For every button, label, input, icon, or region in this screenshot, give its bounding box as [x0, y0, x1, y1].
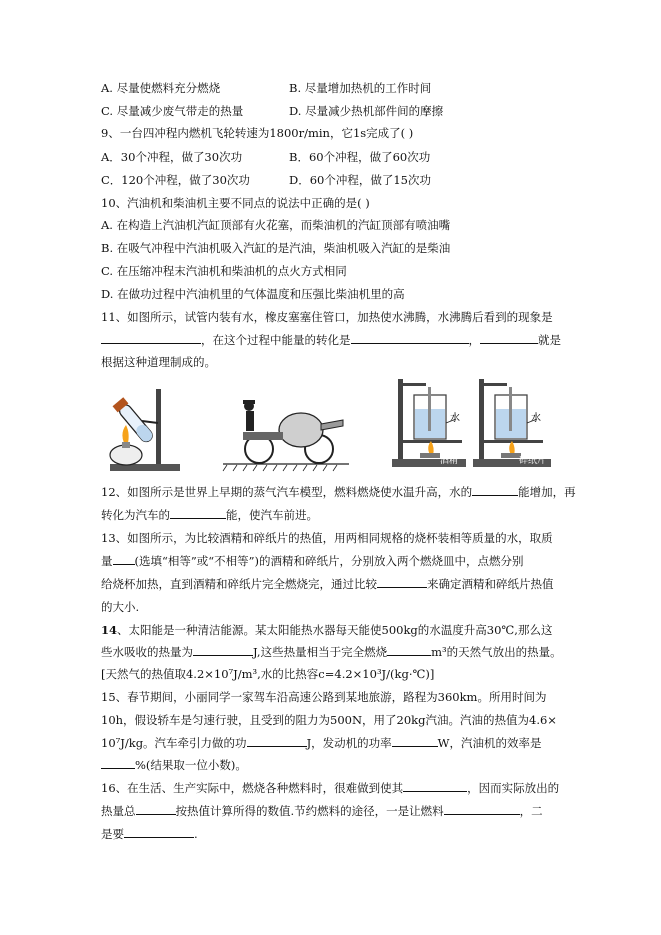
- q15-text-a: 10⁷J/kg。汽车牵引力做的功: [101, 736, 247, 750]
- stand-rod: [479, 379, 484, 461]
- driver-body: [246, 411, 254, 431]
- q10-option-a: A. 在构造上汽油机汽缸顶部有火花塞，而柴油机的汽缸顶部有喷油嘴: [101, 218, 451, 232]
- steam-pipe: [321, 420, 343, 430]
- q11-line1: 11、如图所示，试管内装有水，橡皮塞塞住管口，加热使水沸腾，水沸腾后看到的现象是: [101, 310, 553, 324]
- alcohol-beaker-figure: [390, 375, 470, 475]
- stand-base: [110, 464, 180, 471]
- q8-option-b: B. 尽量增加热机的工作时间: [289, 81, 432, 95]
- flame-icon: [122, 425, 128, 443]
- q9-stem: 9、一台四冲程内燃机飞轮转速为1800r/min，它1s完成了( ): [101, 126, 414, 140]
- q15-blank-3[interactable]: [101, 757, 135, 769]
- q16-line2: [101, 803, 543, 819]
- burner-dish: [501, 453, 521, 458]
- q12-line1: [101, 484, 576, 500]
- burner-dish: [420, 453, 440, 458]
- q16-text-e: ，二: [519, 804, 543, 818]
- q12-line2: [101, 507, 318, 523]
- q16-line1: [101, 780, 559, 796]
- water-label: 水: [531, 413, 541, 424]
- q15-blank-2[interactable]: [392, 735, 438, 747]
- q9-option-b: B．60个冲程，做了60次功: [289, 150, 431, 164]
- q12-text-d: 能，使汽车前进。: [226, 508, 318, 522]
- q11-text-b: ，: [468, 333, 480, 347]
- q16-blank-1[interactable]: [403, 780, 467, 792]
- q8-option-c: C. 尽量减少废气带走的热量: [101, 104, 244, 118]
- clamp-arm: [479, 383, 507, 386]
- q13-text-c: 给烧杯加热，直到酒精和碎纸片完全燃烧完，通过比较: [101, 577, 377, 591]
- q10-stem: 10、汽油机和柴油机主要不同点的说法中正确的是( ): [101, 196, 370, 210]
- lamp-wick: [122, 442, 130, 448]
- thermometer: [428, 387, 431, 431]
- flame-icon: [428, 441, 433, 455]
- q12-text-c: 转化为汽车的: [101, 508, 170, 522]
- q9-option-a: A．30个冲程，做了30次功: [101, 150, 243, 164]
- stand-rod: [156, 389, 161, 465]
- q13-line1: 13、如图所示，为比较酒精和碎纸片的热值，用两相同规格的烧杯装相等质量的水，取质: [101, 531, 553, 545]
- q16-blank-4[interactable]: [124, 826, 194, 838]
- q14-blank-2[interactable]: [387, 644, 431, 656]
- q8-option-a: A. 尽量使燃料充分燃烧: [101, 81, 221, 95]
- q11-line3: 根据这种道理制成的。: [101, 355, 216, 369]
- steam-car-figure: [219, 392, 351, 474]
- q11-blank-1[interactable]: [101, 332, 201, 344]
- q13-line4: 的大小.: [101, 600, 140, 614]
- water-label: 水: [450, 413, 460, 424]
- q14-line2: [101, 644, 562, 660]
- q12-text-a: 12、如图所示是世界上早期的蒸气汽车模型，燃料燃烧使水温升高，水的: [101, 485, 473, 499]
- q8-option-d: D. 尽量减少热机部件间的摩擦: [289, 104, 444, 118]
- q14-line1: [101, 622, 552, 638]
- q14-line3: [天然气的热值取4.2×10⁷J/m³,水的比热容c=4.2×10³J/(kg·℃)]: [101, 667, 435, 681]
- q16-text-b: ，因而实际放出的: [467, 781, 560, 795]
- q12-blank-2[interactable]: [170, 507, 226, 519]
- q16-line3: [101, 826, 198, 842]
- q13-text-d: 来确定酒精和碎纸片热值: [427, 577, 554, 591]
- q13-line2: [101, 553, 524, 569]
- q15-line3: [101, 735, 542, 751]
- q11-text-a: ，在这个过程中能量的转化是: [201, 333, 351, 347]
- q16-blank-3[interactable]: [444, 803, 520, 815]
- q10-option-d: D. 在做功过程中汽油机里的气体温度和压强比柴油机里的高: [101, 287, 405, 301]
- q13-text-a: 量: [101, 554, 113, 568]
- q16-text-d: 按热值计算所得的数值.节约燃料的途径，一是让燃料: [175, 804, 444, 818]
- ground-hatch: [223, 465, 337, 471]
- q11-line2: [101, 332, 561, 348]
- q9-option-c: C．120个冲程，做了30次功: [101, 173, 250, 187]
- q14-blank-1[interactable]: [193, 644, 253, 656]
- q13-blank-1[interactable]: [113, 553, 135, 565]
- test-tube-figure: [100, 385, 192, 475]
- q14-text-b: 些水吸收的热量为: [101, 645, 193, 659]
- q16-text-a: 16、在生活、生产实际中，燃烧各种燃料时，很难做到使其: [101, 781, 404, 795]
- q16-text-g: .: [194, 827, 198, 841]
- q11-blank-3[interactable]: [480, 332, 538, 344]
- q14-text-c: J,这些热量相当于完全燃烧: [253, 645, 388, 659]
- q12-blank-1[interactable]: [472, 484, 518, 496]
- q15-line4: [101, 757, 247, 773]
- clamp-arm: [398, 383, 426, 386]
- flame-icon: [509, 441, 514, 455]
- thermometer: [509, 387, 512, 431]
- q14-number: 14: [101, 623, 118, 637]
- q11-blank-2[interactable]: [351, 332, 469, 344]
- q12-text-b: 能增加，再: [518, 485, 576, 499]
- boiler: [279, 413, 323, 447]
- q13-blank-2[interactable]: [377, 576, 427, 588]
- q11-text-c: 就是: [538, 333, 561, 347]
- q15-text-d: %(结果取一位小数)。: [135, 758, 247, 772]
- q10-option-b: B. 在吸气冲程中汽油机吸入汽缸的是汽油，柴油机吸入汽缸的是柴油: [101, 241, 451, 255]
- car-frame: [243, 432, 283, 440]
- q14-text-d: m³的天然气放出的热量。: [431, 645, 562, 659]
- q16-text-f: 是要: [101, 827, 124, 841]
- q15-line2: 10h，假设轿车是匀速行驶，且受到的阻力为500N，用了20kg汽油。汽油的热值为4.6×: [101, 713, 557, 727]
- q15-text-b: J，发动机的功率: [306, 736, 392, 750]
- q14-text-a: 、太阳能是一种清洁能源。某太阳能热水器每天能使500kg的水温度升高30℃,那么这: [117, 623, 553, 637]
- q16-text-c: 热量总: [101, 804, 136, 818]
- paper-label: 碎纸片: [519, 456, 547, 466]
- q9-option-d: D．60个冲程，做了15次功: [289, 173, 431, 187]
- clamp-arm: [142, 421, 158, 423]
- q10-option-c: C. 在压缩冲程末汽油机和柴油机的点火方式相同: [101, 264, 347, 278]
- q13-text-b: (选填“相等”或“不相等”)的酒精和碎纸片，分别放入两个燃烧皿中，点燃分别: [134, 554, 524, 568]
- paper-beaker-figure: [471, 375, 557, 475]
- stand-rod: [398, 379, 403, 461]
- q13-line3: [101, 576, 554, 592]
- q16-blank-2[interactable]: [136, 803, 176, 815]
- q15-line1: 15、春节期间，小丽同学一家驾车沿高速公路到某地旅游，路程为360km。所用时间为: [101, 690, 547, 704]
- q15-text-c: W，汽油机的效率是: [437, 736, 542, 750]
- driver-hat: [243, 400, 255, 404]
- q15-blank-1[interactable]: [247, 735, 307, 747]
- alcohol-label: 酒精: [440, 456, 459, 466]
